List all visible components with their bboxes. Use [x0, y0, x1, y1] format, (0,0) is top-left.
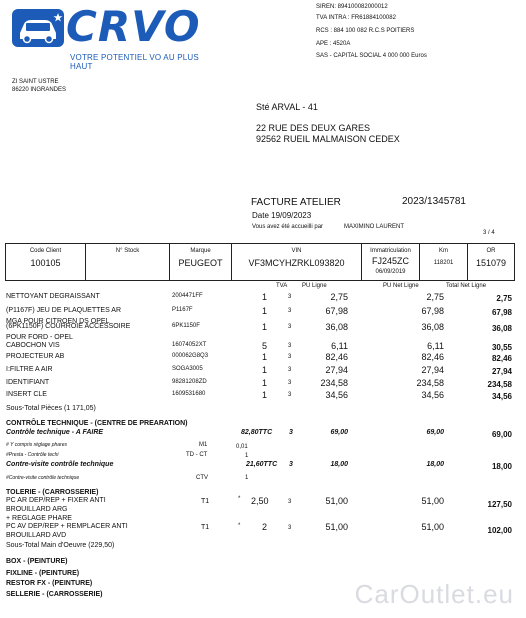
- ct-title: Contrôle technique - A FAIRE: [6, 429, 104, 436]
- part-tva: 3: [288, 343, 292, 349]
- control-heading: CONTRÔLE TECHNIQUE - (CENTRE DE PREARATION): [6, 420, 188, 427]
- part-quantity: 1: [262, 352, 268, 362]
- part-designation: IDENTIFIANT: [6, 379, 50, 386]
- client-street: 22 RUE DES DEUX GARES: [256, 123, 371, 133]
- cv-tva: 3: [289, 461, 293, 468]
- part-reference: 16074052XT: [172, 342, 207, 348]
- part-unit-price: 82,46: [325, 352, 348, 362]
- company-capital: SAS - CAPITAL SOCIAL 4 000 000 Euros: [316, 53, 427, 59]
- tolerie-tva: 3: [288, 525, 292, 531]
- vin-cell: [232, 244, 362, 280]
- part-net-price: 82,46: [421, 352, 444, 362]
- part-tva: 3: [288, 392, 292, 398]
- part-total: 27,94: [491, 367, 512, 376]
- tolerie-net: 51,00: [421, 522, 444, 532]
- client-code-label: Code Client: [29, 248, 62, 254]
- part-designation: PROJECTEUR AB: [6, 353, 65, 360]
- part-total: 34,56: [491, 392, 512, 401]
- part-quantity: 1: [262, 306, 268, 316]
- welcome-name: MAXIMINO LAURENT: [344, 224, 405, 230]
- part-total: 2,75: [496, 294, 512, 303]
- section-box: BOX - (PEINTURE): [6, 558, 68, 565]
- company-siren: SIREN: 894100082000012: [316, 4, 388, 10]
- part-designation: CABOCHON VIS: [6, 342, 60, 349]
- welcome-label: Vous avez été accueilli par: [252, 224, 324, 230]
- tolerie-net: 51,00: [421, 496, 444, 506]
- column-pu-net: PU Net Ligne: [383, 283, 419, 289]
- part-net-price: 234,58: [416, 378, 444, 388]
- part-unit-price: 36,08: [325, 322, 348, 332]
- part-reference: 98281208ZD: [172, 379, 207, 385]
- cv-pu: 18,00: [330, 461, 348, 468]
- column-pu: PU Ligne: [302, 283, 327, 289]
- part-unit-price: 27,94: [325, 365, 348, 375]
- cv-sub-label-text: Contre-visite contrôle technique: [8, 475, 80, 481]
- registration-cell: [362, 244, 420, 280]
- tolerie-line: PC AR DEP/REP + FIXER ANTI: [6, 497, 106, 504]
- part-net-price: 2,75: [426, 292, 444, 302]
- part-reference: 000062G8Q3: [172, 353, 209, 359]
- part-unit-price: 67,98: [325, 306, 348, 316]
- stock-label: N° Stock: [115, 248, 140, 254]
- registration-date: 06/09/2019: [375, 269, 406, 275]
- part-designation: I:FILTRE A AIR: [6, 366, 53, 373]
- part-line-continuation: MGA POUR CITROEN DS OPEL: [6, 318, 110, 325]
- part-tva: 3: [288, 354, 292, 360]
- part-total: 234,58: [487, 380, 512, 389]
- cv-title: Contre-visite contrôle technique: [6, 461, 114, 468]
- cv-sub-label: [6, 475, 79, 481]
- watermark: CarOutlet.eu: [354, 579, 514, 609]
- client-name: Sté ARVAL - 41: [256, 102, 318, 112]
- tolerie-line: BROUILLARD ARG: [6, 506, 68, 513]
- part-unit-price: 6,11: [331, 341, 348, 351]
- part-net-price: 34,56: [421, 390, 444, 400]
- client-city: 92562 RUEIL MALMAISON CEDEX: [256, 134, 400, 144]
- vin-value: VF3MCYHZRKL093820: [248, 258, 345, 268]
- part-unit-price: 34,56: [325, 390, 348, 400]
- client-code-cell: [6, 244, 86, 280]
- tolerie-line: PC AV DEP/REP + REMPLACER ANTI: [6, 523, 128, 530]
- ct-sub-qty: 1: [245, 453, 249, 459]
- part-net-price: 27,94: [421, 365, 444, 375]
- company-tva: TVA INTRA : FR61884100082: [316, 15, 396, 21]
- logo-slogan: VOTRE POTENTIEL VO AU PLUS HAUT: [70, 53, 199, 71]
- company-ape: APE : 4520A: [316, 41, 351, 47]
- part-tva: 3: [288, 380, 292, 386]
- part-tva: 3: [288, 294, 292, 300]
- vin-label: VIN: [291, 248, 302, 254]
- section-fixline: FIXLINE - (PEINTURE): [6, 570, 80, 577]
- ct-net: 69,00: [426, 429, 444, 436]
- part-reference: P1167F: [172, 307, 193, 313]
- invoice-date: Date 19/09/2023: [252, 211, 312, 220]
- or-label: OR: [486, 248, 496, 254]
- ct-tva: 3: [289, 429, 293, 436]
- hash-icon: #: [6, 452, 9, 458]
- parts-subtotal: Sous-Total Pièces (1 171,05): [6, 405, 96, 412]
- part-unit-price: 2,75: [330, 292, 348, 302]
- tolerie-code: T1: [201, 524, 210, 531]
- part-net-price: 67,98: [421, 306, 444, 316]
- car-icon: [12, 9, 64, 47]
- company-rcs: RCS : 884 100 082 R.C.S POITIERS: [316, 28, 415, 34]
- brand-cell: [170, 244, 232, 280]
- tolerie-pu: 51,00: [325, 496, 348, 506]
- ct-sub-qty: 0,01: [236, 444, 248, 450]
- tolerie-total: 127,50: [487, 500, 512, 509]
- km-value: 118201: [433, 260, 454, 266]
- invoice-number: 2023/1345781: [402, 196, 466, 207]
- tolerie-line: BROUILLARD AVD: [6, 532, 67, 539]
- tolerie-pu: 51,00: [325, 522, 348, 532]
- part-quantity: 5: [262, 341, 268, 351]
- tolerie-subtotal: Sous-Total Main d'Oeuvre (229,50): [6, 542, 115, 549]
- brand-label: Marque: [190, 248, 211, 254]
- tolerie-heading: TOLERIE - (CARROSSERIE): [6, 489, 99, 496]
- registration-value: FJ245ZC: [371, 256, 409, 266]
- km-cell: [420, 244, 468, 280]
- part-designation: NETTOYANT DEGRAISSANT: [6, 293, 100, 300]
- cv-net: 18,00: [426, 461, 444, 468]
- part-total: 30,55: [491, 343, 512, 352]
- registration-label: Immatriculation: [370, 248, 411, 254]
- part-unit-price: 234,58: [320, 378, 348, 388]
- part-net-price: 36,08: [421, 322, 444, 332]
- part-quantity: 1: [262, 292, 268, 302]
- ct-total: 69,00: [491, 430, 512, 439]
- logo-word: CRVO: [66, 2, 201, 51]
- ct-sub-code: TD - CT: [186, 452, 208, 458]
- part-designation: INSERT CLE: [6, 391, 47, 398]
- part-quantity: 1: [262, 365, 268, 375]
- vehicle-header-table: [5, 243, 515, 281]
- ct-pu: 69,00: [330, 429, 348, 436]
- column-tva: TVA: [276, 283, 288, 289]
- tolerie-qty: 2: [262, 522, 268, 532]
- part-total: 82,46: [491, 354, 512, 363]
- part-reference: 2004471FF: [172, 293, 203, 299]
- asterisk-icon: *: [238, 496, 241, 502]
- company-address-line2: 86220 INGRANDES: [12, 87, 67, 93]
- ct-sub-label-text: Presta - Contrôle techi: [8, 452, 59, 458]
- ct-sub-label: [6, 452, 59, 458]
- km-label: Km: [439, 248, 448, 254]
- brand-value: PEUGEOT: [178, 258, 223, 268]
- page-number: 3 / 4: [483, 230, 495, 236]
- client-code-value: 100105: [30, 258, 61, 268]
- cv-ttc: 21,60TTC: [246, 461, 278, 468]
- section-restor: RESTOR FX - (PEINTURE): [6, 580, 93, 587]
- ct-ttc: 82,80TTC: [241, 429, 273, 436]
- part-tva: 3: [288, 367, 292, 373]
- tolerie-total: 102,00: [487, 526, 512, 535]
- company-logo: [10, 2, 220, 71]
- cv-sub-qty: 1: [245, 475, 249, 481]
- part-tva: 3: [288, 308, 292, 314]
- cv-sub-code: CTV: [196, 475, 208, 481]
- part-reference: SOGA3005: [172, 366, 203, 372]
- or-cell: [468, 244, 514, 280]
- column-total: Total Net Ligne: [446, 283, 487, 289]
- part-reference: 6PK1150F: [172, 323, 200, 329]
- stock-cell: [86, 244, 170, 280]
- part-quantity: 1: [262, 390, 268, 400]
- hash-icon: #: [6, 475, 9, 481]
- ct-sub-code: M1: [199, 442, 208, 448]
- part-quantity: 1: [262, 378, 268, 388]
- company-address-line1: ZI SAINT USTRE: [12, 79, 59, 85]
- part-reference: 1609531680: [172, 391, 206, 397]
- tolerie-tva: 3: [288, 499, 292, 505]
- or-value: 151079: [475, 258, 507, 268]
- invoice-title: FACTURE ATELIER: [251, 197, 341, 208]
- cv-total: 18,00: [491, 462, 512, 471]
- ct-sub-label-text: Y compris réglage phares: [10, 442, 67, 448]
- section-sellerie: SELLERIE - (CARROSSERIE): [6, 591, 103, 598]
- part-total: 36,08: [491, 324, 512, 333]
- tolerie-qty: 2,50: [251, 496, 269, 506]
- tolerie-code: T1: [201, 498, 210, 505]
- part-tva: 3: [288, 324, 292, 330]
- tolerie-line: + REGLAGE PHARE: [6, 515, 72, 522]
- part-total: 67,98: [491, 308, 512, 317]
- hash-icon: #: [6, 442, 9, 448]
- part-line-continuation: POUR FORD - OPEL: [6, 334, 73, 341]
- part-designation: (6PK1150F) COURROIE ACCESSOIRE: [6, 323, 131, 330]
- part-designation: (P1167F) JEU DE PLAQUETTES AR: [6, 307, 122, 314]
- asterisk-icon: *: [238, 523, 241, 529]
- part-net-price: 6,11: [427, 341, 444, 351]
- part-quantity: 1: [262, 322, 268, 332]
- ct-sub-label: [6, 442, 67, 448]
